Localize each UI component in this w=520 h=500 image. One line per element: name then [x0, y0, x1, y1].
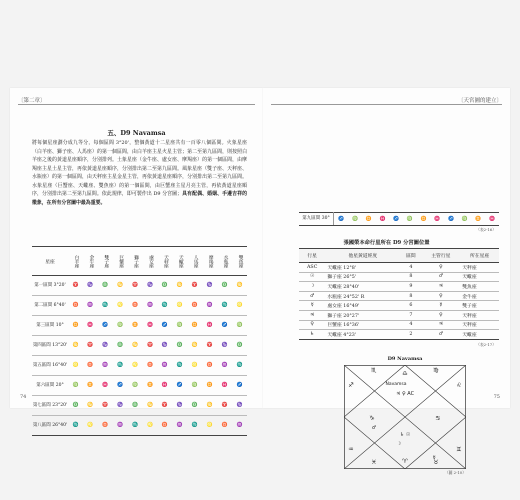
sign-cell: ♊ [128, 316, 143, 336]
table-row [32, 376, 247, 396]
sign-cell: ♒ [113, 416, 128, 436]
house12-sign: ♍ [433, 367, 439, 374]
sign-cell: ♉ [217, 416, 232, 436]
division-cell: 8 [400, 272, 421, 282]
sign-cell: ♐ [172, 376, 187, 396]
degree-cell: 獅子座 20°27' [325, 310, 400, 320]
sign-cell: ♎ [217, 276, 232, 296]
sign-cell: ♐ [157, 316, 172, 336]
sign-cell: ♍ [113, 316, 128, 336]
planet-house8: ☿ [432, 455, 436, 461]
ruler-cell: ♂ [421, 272, 460, 282]
table-body [299, 263, 499, 340]
sign-cell: ♎ [232, 336, 247, 356]
sign-cell: ♌ [172, 296, 187, 316]
ruler-cell: ♃ [421, 282, 460, 292]
sign-cell: 天蠍座 [460, 272, 499, 282]
sign-cell: ♍ [128, 376, 143, 396]
table-row [32, 396, 247, 416]
house1-sign: ♎ [402, 370, 408, 377]
page-number: 74 [20, 394, 27, 400]
sign-cell: 天秤座 [460, 263, 499, 273]
sign-cell: ♌ [187, 356, 202, 376]
planets-house1: ♃ ♀ AC [395, 391, 415, 397]
sign-cell: ♎ [187, 396, 202, 416]
table-title: 張國榮本命行星所在 D9 分宮圖位置 [343, 240, 430, 246]
division-cell: 8 [400, 291, 421, 301]
sign-cell: ♑ [143, 276, 158, 296]
column-header: 白羊座 [68, 247, 83, 276]
sign-cell: ♒ [157, 356, 172, 376]
column-header: 人馬座 [187, 247, 202, 276]
house4-sign: ♑ [369, 415, 375, 422]
table-body [32, 276, 247, 436]
ruler-cell: ☿ [421, 301, 460, 311]
sign-cell: 天秤座 [460, 320, 499, 330]
division-cell: 4 [400, 263, 421, 273]
sign-cell: ♓ [430, 213, 444, 226]
sign-cell: ♑ [83, 276, 98, 296]
sign-cell: ♈ [202, 336, 217, 356]
chapter-header: 〔天宮圖的建立〕 [457, 98, 502, 104]
sign-cell: ♋ [143, 396, 158, 416]
table-note: （表2-17） [476, 342, 496, 347]
sign-cell: ♏ [217, 296, 232, 316]
sign-cell: ♐ [444, 213, 458, 226]
sign-cell: ♒ [232, 416, 247, 436]
row-label: 第八區間 26°40' [32, 416, 68, 436]
house8-sign: ♉ [433, 459, 439, 466]
row-label: 第一區間 3°20' [32, 276, 68, 296]
ruler-cell: ♀ [421, 310, 460, 320]
house3-sign: ♐ [348, 382, 354, 389]
header-rule [271, 104, 502, 105]
table-row [32, 356, 247, 376]
sign-cell: ♋ [83, 396, 98, 416]
column-header: 行星 [299, 249, 325, 263]
degree-cell: 天蠍座 12°8' [325, 263, 400, 273]
house2-sign: ♏ [371, 367, 377, 374]
column-header: 金牛座 [83, 247, 98, 276]
paragraph-text: 將每個星座劃分成九等分，每個區間 3°20'，整個黃道十二星座共有一百零八個區間。火象星座（白羊座、獅子座、人馬座）的第一個區間，由白羊座主星火星主管；第二至第九區間，則按照白羊座之後的黃道星座順序，分別排列。土象星座（金牛座、處女座、摩羯座）的第一個區間，由摩羯座主星土星主管，再依黃道星座順序，分別排出第二至第九區間。風象星座（雙子座、天秤座、水瓶座）的第一個區間，由天秤座主星金星主管，再依黃道星座順序，分別排出第二至第九區間。水象星座（巨蟹座、天蠍座、雙魚座）的第一個區間，由巨蟹座主星月亮主管，再依黃道星座順序，分別排出第二至第九區間。依此規律，即可製作出 D9 分宮圖； [32, 140, 247, 197]
row-label: 第四區間 13°20' [32, 336, 68, 356]
sign-cell: 金牛座 [460, 291, 499, 301]
sign-cell: ♎ [157, 276, 172, 296]
planet-cell: ♄ [299, 330, 325, 340]
column-header: 獅子座 [128, 247, 143, 276]
sign-cell: ♈ [187, 276, 202, 296]
sign-cell: ♓ [157, 376, 172, 396]
sign-cell: ♌ [143, 416, 158, 436]
paragraph-bold-text: 具有配偶、婚姻、手邊吉祥的徵象，在所有分宮圖中最為重要。 [32, 191, 247, 206]
degree-cell: 天蠍座 4°23' [325, 330, 400, 340]
sign-cell: ♌ [202, 416, 217, 436]
table-row [32, 296, 247, 316]
sign-cell: ♑ [157, 336, 172, 356]
sign-cell: ♊ [68, 316, 83, 336]
sign-cell: ♑ [232, 396, 247, 416]
row-label: 第九區間 30° [299, 213, 334, 226]
sign-cell: ♋ [202, 396, 217, 416]
sign-cell: ♐ [334, 213, 349, 226]
degree-cell: 處女座 16°49' [325, 301, 400, 311]
column-header: 雙魚座 [232, 247, 247, 276]
table-row [299, 291, 499, 301]
sign-cell: ♉ [98, 416, 113, 436]
sign-cell: ♒ [143, 296, 158, 316]
column-header: 天蠍座 [172, 247, 187, 276]
planet-cell: ☽ [299, 282, 325, 292]
sign-cell: ♏ [98, 296, 113, 316]
planet-cell: ♂ [299, 291, 325, 301]
table-row [299, 282, 499, 292]
navamsa-division-table [32, 246, 247, 436]
column-header: 所在星座 [460, 249, 499, 263]
column-header: 處女座 [143, 247, 158, 276]
sign-cell: ♈ [128, 276, 143, 296]
sign-cell: ♑ [98, 336, 113, 356]
row-label: 第二區間 6°40' [32, 296, 68, 316]
sign-cell: ♊ [417, 213, 431, 226]
sign-cell: ♑ [202, 276, 217, 296]
sign-cell: ♈ [83, 336, 98, 356]
degree-cell: 巨蟹座 16°36' [325, 320, 400, 330]
sign-cell: ♌ [232, 296, 247, 316]
sign-cell: ♏ [68, 416, 83, 436]
sign-cell: ♐ [232, 376, 247, 396]
degree-cell: 水瓶座 24°52' R [325, 291, 400, 301]
sign-cell: ♊ [202, 376, 217, 396]
left-page [10, 88, 263, 428]
table-row [32, 416, 247, 436]
sign-cell: ♐ [113, 376, 128, 396]
sign-cell: ♌ [113, 296, 128, 316]
sign-cell: ♓ [83, 316, 98, 336]
sign-cell: 天秤座 [460, 310, 499, 320]
sign-cell: ♓ [143, 316, 158, 336]
chart-note: （圖 2-10） [444, 470, 466, 475]
degree-cell: 天蠍座 28°40' [325, 282, 400, 292]
sign-cell: ♏ [232, 356, 247, 376]
sign-cell: ♊ [143, 376, 158, 396]
sign-cell: ♉ [83, 356, 98, 376]
sign-cell: ♍ [172, 316, 187, 336]
sign-cell: ♒ [83, 296, 98, 316]
planet-cell: ♃ [299, 310, 325, 320]
sign-cell: ♏ [172, 356, 187, 376]
planets-house7: ♄ ☉ [399, 432, 411, 438]
sign-cell: ♊ [187, 316, 202, 336]
sign-cell: ♏ [128, 416, 143, 436]
sign-cell: 天蠍座 [460, 330, 499, 340]
section-title: 五、D9 Navamsa [107, 129, 166, 137]
sign-cell: ♈ [68, 276, 83, 296]
sign-cell: ♎ [98, 276, 113, 296]
division-cell: 6 [400, 301, 421, 311]
planet-cell: ☿ [299, 301, 325, 311]
sign-cell: ♉ [143, 356, 158, 376]
table-row [299, 301, 499, 311]
table-row [299, 320, 499, 330]
table-row [299, 263, 499, 273]
house6-sign: ♓ [371, 459, 377, 466]
sign-cell: ♉ [68, 296, 83, 316]
sign-cell: ♒ [172, 416, 187, 436]
sign-cell: ♓ [376, 213, 390, 226]
sign-cell: ♎ [68, 396, 83, 416]
sign-cell: ♉ [202, 356, 217, 376]
sign-cell: ♏ [157, 296, 172, 316]
sign-cell: ♒ [217, 356, 232, 376]
body-paragraph [32, 139, 247, 207]
right-page [263, 88, 510, 475]
planet-house7b: ☽ [396, 441, 402, 447]
division-cell: 9 [400, 282, 421, 292]
sign-cell: ♌ [68, 356, 83, 376]
sign-cell: ♏ [187, 416, 202, 436]
house9-sign: ♊ [456, 446, 462, 453]
sign-cell: ♓ [202, 316, 217, 336]
table-row [32, 336, 247, 356]
sign-cell: 雙魚座 [460, 282, 499, 292]
table-row [299, 330, 499, 340]
division-cell: 2 [400, 330, 421, 340]
sign-cell: ♏ [113, 356, 128, 376]
sign-cell: ♎ [113, 336, 128, 356]
sign-cell: ♍ [187, 376, 202, 396]
sign-cell: ♎ [128, 396, 143, 416]
division-cell: 4 [400, 320, 421, 330]
sign-cell: ♐ [389, 213, 403, 226]
sign-cell: ♌ [83, 416, 98, 436]
column-header: 區間 [400, 249, 421, 263]
column-header: 巨蟹座 [113, 247, 128, 276]
table-row [299, 213, 499, 226]
sign-cell: ♈ [217, 396, 232, 416]
sign-cell: ♍ [68, 376, 83, 396]
sign-cell: ♒ [202, 296, 217, 316]
column-header: 天秤座 [157, 247, 172, 276]
sign-cell: ♊ [83, 376, 98, 396]
sign-cell: ♓ [98, 376, 113, 396]
house7-sign: ♈ [402, 458, 408, 465]
sign-cell: ♌ [128, 356, 143, 376]
chart-center-label: Navamsa [385, 382, 407, 387]
page-number: 75 [493, 394, 500, 400]
sign-cell: ♓ [217, 376, 232, 396]
sign-cell: ♐ [217, 316, 232, 336]
table-header-row [32, 247, 247, 276]
sign-cell: 雙子座 [460, 301, 499, 311]
navamsa-chart [344, 356, 466, 476]
sign-cell: ♋ [187, 336, 202, 356]
table-note: （表2-16） [476, 227, 496, 232]
sign-cell: ♉ [187, 296, 202, 316]
column-header: 摩羯座 [202, 247, 217, 276]
row-label: 第五區間 16°40' [32, 356, 68, 376]
table-row [32, 316, 247, 336]
house11-sign: ♌ [456, 382, 462, 389]
table-row [32, 276, 247, 296]
planet-cell: ♀ [299, 320, 325, 330]
planet-house4: ♂ [371, 425, 377, 431]
sign-cell: ♑ [113, 396, 128, 416]
row-label: 第三區間 10° [32, 316, 68, 336]
planet-cell: ☉ [299, 272, 325, 282]
sign-cell: ♎ [172, 336, 187, 356]
chapter-header: 〔第二章〕 [18, 98, 46, 104]
ruler-cell: ♃ [421, 320, 460, 330]
sign-cell: ♉ [157, 416, 172, 436]
sign-cell: ♓ [485, 213, 499, 226]
sign-cell: ♈ [157, 396, 172, 416]
sign-cell: ♊ [472, 213, 486, 226]
sign-cell: ♋ [172, 276, 187, 296]
sign-cell: ♐ [98, 316, 113, 336]
ninth-division-table [299, 212, 499, 226]
division-cell: 7 [400, 310, 421, 320]
chart-diagram [344, 365, 466, 469]
house5-sign: ♒ [348, 446, 354, 453]
sign-cell: ♍ [458, 213, 472, 226]
column-header: 他星黃道經度 [325, 249, 400, 263]
planet-position-table [299, 248, 499, 340]
row-label: 第七區間 23°20' [32, 396, 68, 416]
sign-cell: ♉ [128, 296, 143, 316]
table-row [299, 272, 499, 282]
row-label: 第六區間 20° [32, 376, 68, 396]
sign-cell: ♒ [98, 356, 113, 376]
ruler-cell: ♂ [421, 330, 460, 340]
chart-title: D9 Navamsa [387, 356, 423, 362]
column-header: 水瓶座 [217, 247, 232, 276]
ruler-cell: ♀ [421, 263, 460, 273]
column-header: 主管行星 [421, 249, 460, 263]
sign-cell: ♈ [98, 396, 113, 416]
sign-cell: ♋ [128, 336, 143, 356]
sign-cell: ♑ [217, 336, 232, 356]
sign-cell: ♊ [362, 213, 376, 226]
degree-cell: 獅子座 26°5' [325, 272, 400, 282]
house10-sign: ♋ [435, 415, 441, 422]
sign-cell: ♈ [143, 336, 158, 356]
column-header: 雙子座 [98, 247, 113, 276]
sign-cell: ♍ [348, 213, 362, 226]
sign-cell: ♍ [232, 316, 247, 336]
table-row [299, 310, 499, 320]
table-header-row [299, 249, 499, 263]
sign-cell: ♍ [403, 213, 417, 226]
sign-cell: ♑ [172, 396, 187, 416]
sign-cell: ♋ [232, 276, 247, 296]
sign-cell: ♋ [113, 276, 128, 296]
header-corner: 星座 [32, 247, 68, 276]
ruler-cell: ♀ [421, 291, 460, 301]
sign-cell: ♋ [68, 336, 83, 356]
header-rule [18, 104, 255, 105]
planet-cell: ASC [299, 263, 325, 273]
